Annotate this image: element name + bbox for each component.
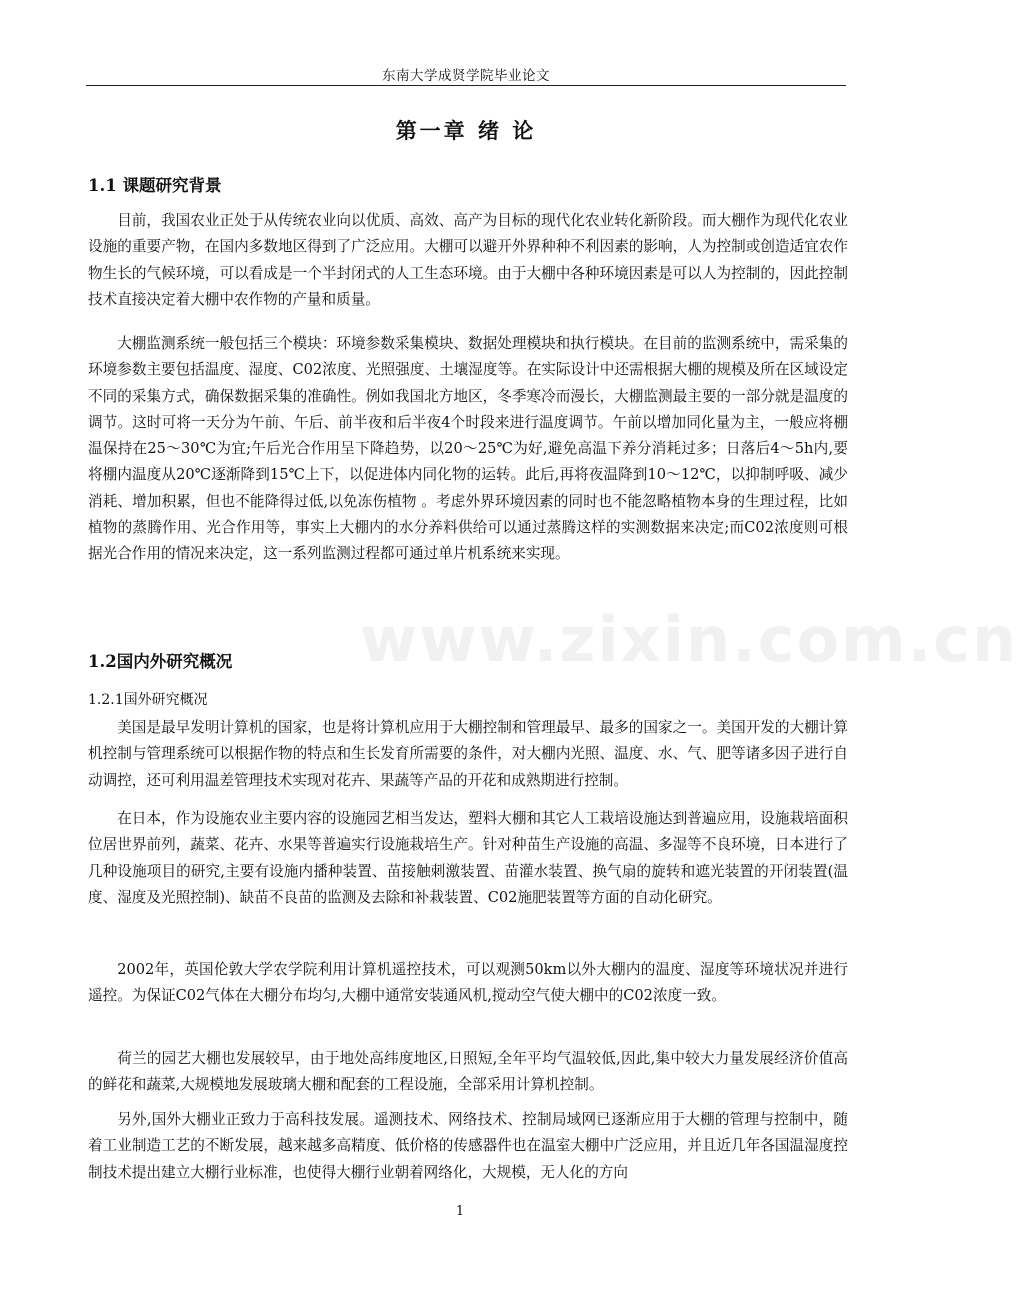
paragraph-usa: 美国是最早发明计算机的国家，也是将计算机应用于大棚控制和管理最早、最多的国家之一。美国开发的大棚计算机控制与管理系统可以根据作物的特点和生长发育所需要的条件，对大棚内光照、温度、水、气、肥等诸多因子进行自动调控，还可利用温差管理技术实现对花卉、果蔬等产品的开花和成熟期进行控制。 <box>88 719 848 789</box>
paragraph-netherlands: 荷兰的园艺大棚也发展较早，由于地处高纬度地区,日照短,全年平均气温较低,因此,集中较大力量发展经济价值高的鲜花和蔬菜,大规模地发展玻璃大棚和配套的工程设施，全部采用计算机控制。 <box>88 1050 848 1094</box>
paragraph-background-1: 目前，我国农业正处于从传统农业向以优质、高效、高产为目标的现代化农业转化新阶段。而大棚作为现代化农业设施的重要产物，在国内多数地区得到了广泛应用。大棚可以避开外界种种不利因素的影响，人为控制或创造适宜农作物生长的气候环境，可以看成是一个半封闭式的人工生态环境。由于大棚中各种环境因素是可以人为控制的，因此控制技术直接决定着大棚中农作物的产量和质量。 <box>88 212 848 308</box>
watermark: www.zixin.com.cn <box>360 603 1018 676</box>
subsection-heading-1-2-1: 1.2.1国外研究概况 <box>88 692 208 708</box>
running-header: 东南大学成贤学院毕业论文 <box>382 68 550 84</box>
section-heading-1-2: 1.2国内外研究概况 <box>88 652 233 671</box>
paragraph-japan: 在日本，作为设施农业主要内容的设施园艺相当发达，塑料大棚和其它人工栽培设施达到普遍应用，设施栽培面积位居世界前列，蔬菜、花卉、水果等普遍实行设施栽培生产。针对种苗生产设施的高温、多湿等不良环境，日本进行了几种设施项目的研究,主要有设施内播种装置、苗接触刺激装置、苗灌水装置、换气扇的旋转和遮光装置的开闭装置(温度、湿度及光照控制)、缺苗不良苗的监测及去除和补栽装置、C02施肥装置等方面的自动化研究。 <box>88 810 848 906</box>
header-rule <box>86 85 846 86</box>
section-heading-1-1: 1.1 课题研究背景 <box>88 176 222 195</box>
paragraph-overseas-trends: 另外,国外大棚业正致力于高科技发展。遥测技术、网络技术、控制局域网已逐渐应用于大棚的管理与控制中，随着工业制造工艺的不断发展，越来越多高精度、低价格的传感器件也在温室大棚中广泛应用，并且近几年各国温湿度控制技术提出建立大棚行业标准，也使得大棚行业朝着网络化，大规模，无人化的方向 <box>88 1111 848 1181</box>
page-number: 1 <box>455 1204 465 1219</box>
paragraph-background-2: 大棚监测系统一般包括三个模块：环境参数采集模块、数据处理模块和执行模块。在目前的监测系统中，需采集的环境参数主要包括温度、湿度、C02浓度、光照强度、土壤湿度等。在实际设计中还需根据大棚的规模及所在区域设定不同的采集方式，确保数据采集的准确性。例如我国北方地区，冬季寒冷而漫长，大棚监测最主要的一部分就是温度的调节。这时可将一天分为午前、午后、前半夜和后半夜4个时段来进行温度调节。午前以增加同化量为主，一般应将棚温保持在25～30℃为宜;午后光合作用呈下降趋势，以20～25℃为好,避免高温下养分消耗过多；日落后4～5h内,要将棚内温度从20℃逐渐降到15℃上下，以促进体内同化物的运转。此后,再将夜温降到10～12℃，以抑制呼吸、减少消耗、增加积累，但也不能降得过低,以免冻伤植物 。考虑外界环境因素的同时也不能忽略植物本身的生理过程，比如植物的蒸腾作用、光合作用等，事实上大棚内的水分养料供给可以通过蒸腾这样的实测数据来决定;而C02浓度则可根据光合作用的情况来决定，这一系列监测过程都可通过单片机系统来实现。 <box>88 335 848 563</box>
chapter-title: 第一章 绪 论 <box>395 118 537 143</box>
paragraph-uk: 2002年，英国伦敦大学农学院利用计算机遥控技术，可以观测50km以外大棚内的温度、湿度等环境状况并进行遥控。为保证C02气体在大棚分布均匀,大棚中通常安装通风机,搅动空气使大棚中的C02浓度一致。 <box>88 961 848 1005</box>
